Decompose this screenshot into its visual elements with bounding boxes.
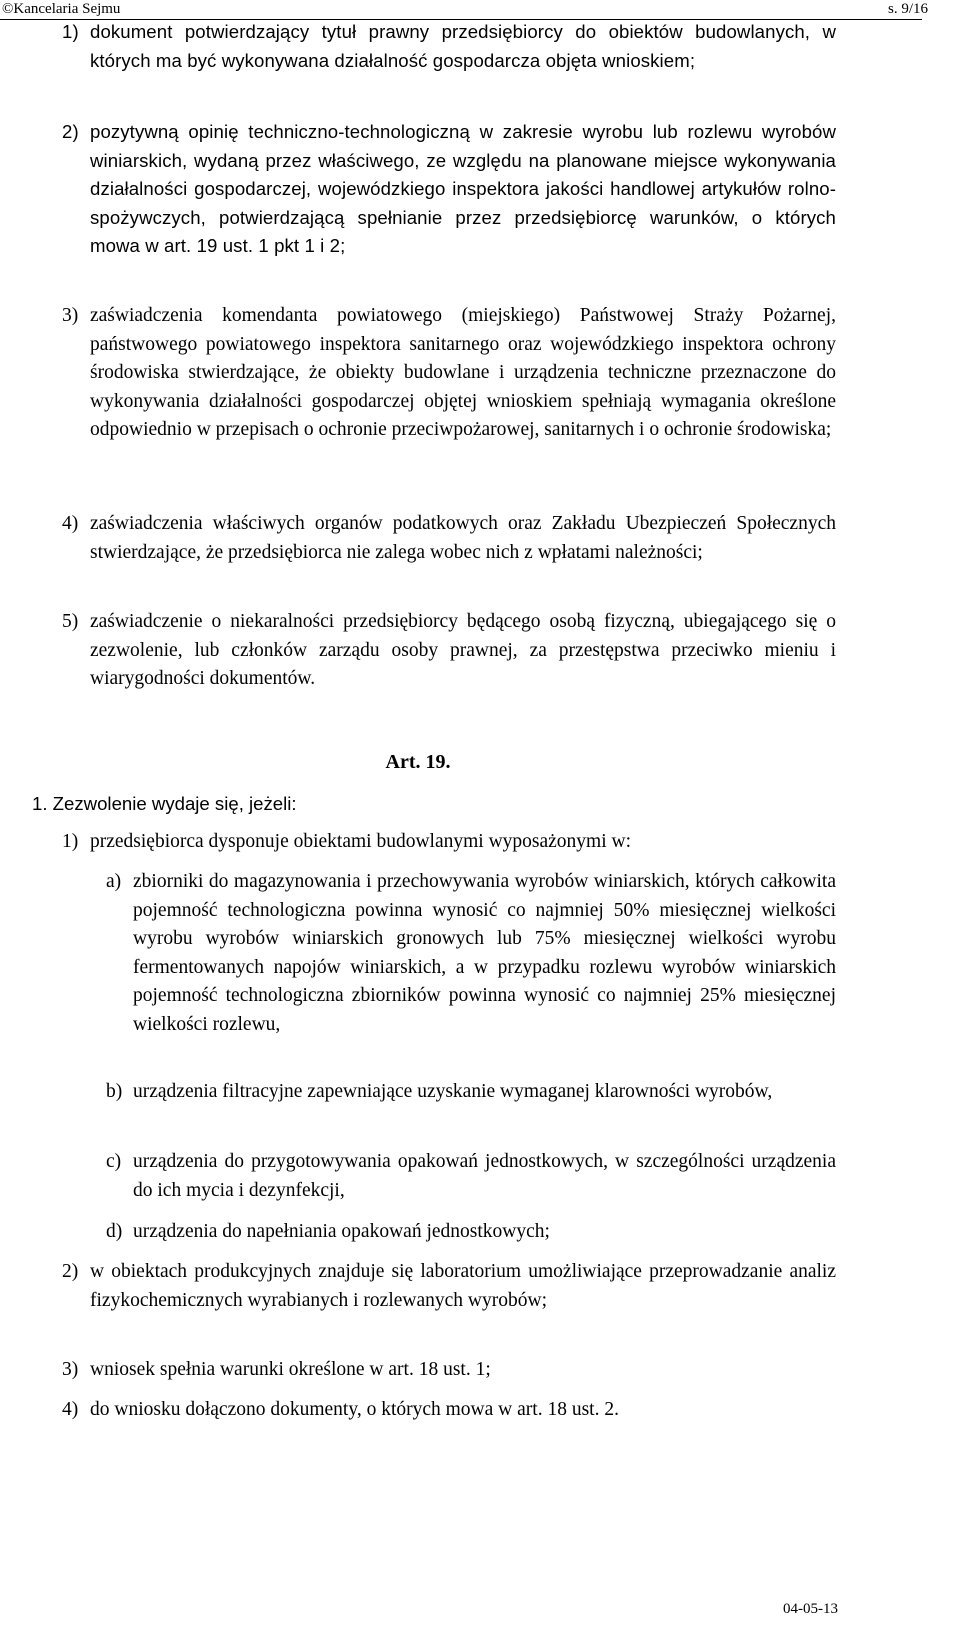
- item-text: pozytywną opinię techniczno-technologiczną w zakresie wyrobu lub rozlewu wyrobów winiarskich, wydaną przez właściwego, ze względu na planowane miejsce wykonywania działalności gospodarczej, wojewódzkiego inspektora jakości handlowej artykułów rolno-spożywczych, potwierdzającą spełnianie przez przedsiębiorcę warunków, o których mowa w art. 19 ust. 1 pkt 1 i 2;: [90, 121, 836, 257]
- item-number: 1): [62, 21, 79, 42]
- item-number: 1): [62, 831, 79, 852]
- item-number: 5): [62, 611, 79, 632]
- sub-item-letter: c): [106, 1151, 122, 1172]
- item-number: 2): [62, 1261, 79, 1282]
- item-number: 4): [62, 1399, 79, 1420]
- sub-item-text: zbiorniki do magazynowania i przechowywania wyrobów winiarskich, których całkowita pojemność technologiczna powinna wynosić co najmniej 50% miesięcznej wielkości wyrobu wyrobów winiarskich gronowych lub 75% miesięcznej wielkości wyrobu fermentowanych napojów winiarskich, a w przypadku rozlewu wyrobów winiarskich pojemność technologiczna zbiorników powinna wynosić co najmniej 25% miesięcznej wielkości rozlewu,: [133, 871, 836, 1035]
- list-item: [62, 1258, 836, 1315]
- item-text: dokument potwierdzający tytuł prawny przedsiębiorcy do obiektów budowlanych, w których ma być wykonywana działalność gospodarcza objęta wnioskiem;: [90, 21, 836, 71]
- sub-list-item: [106, 1148, 836, 1205]
- list-item: [62, 608, 836, 694]
- footer-date: 04-05-13: [783, 1601, 838, 1617]
- list-item: [62, 1356, 836, 1385]
- item-number: 2): [62, 121, 79, 142]
- sub-item-letter: a): [106, 871, 122, 892]
- sub-item-text: urządzenia filtracyjne zapewniające uzyskanie wymaganej klarowności wyrobów,: [133, 1081, 773, 1102]
- item-text: w obiektach produkcyjnych znajduje się laboratorium umożliwiające przeprowadzanie analiz fizykochemicznych wyrabianych i rozlewanych wyrobów;: [90, 1261, 836, 1311]
- header-source: ©Kancelaria Sejmu: [2, 1, 121, 17]
- item-number: 3): [62, 305, 79, 326]
- item-text: wniosek spełnia warunki określone w art. 18 ust. 1;: [90, 1359, 491, 1380]
- sub-item-text: urządzenia do przygotowywania opakowań jednostkowych, w szczególności urządzenia do ich mycia i dezynfekcji,: [133, 1151, 836, 1201]
- article-heading: Art. 19.: [385, 751, 451, 773]
- item-text: do wniosku dołączono dokumenty, o których mowa w art. 18 ust. 2.: [90, 1399, 619, 1420]
- list-item: [62, 1396, 836, 1425]
- list-item: [62, 510, 836, 567]
- sub-list-item: [106, 1078, 836, 1107]
- sub-list-item: [106, 1218, 836, 1247]
- page-number: s. 9/16: [887, 1, 928, 17]
- item-number: 3): [62, 1359, 79, 1380]
- item-number: 4): [62, 513, 79, 534]
- item-text: zaświadczenia komendanta powiatowego (miejskiego) Państwowej Straży Pożarnej, państwowego powiatowego inspektora sanitarnego oraz wojewódzkiego inspektora ochrony środowiska stwierdzające, że obiekty budowlane i urządzenia techniczne przeznaczone do wykonywania działalności gospodarczej objętej wnioskiem spełniają wymagania określone odpowiednio w przepisach o ochronie przeciwpożarowej, sanitarnych i o ochronie środowiska;: [90, 305, 836, 441]
- sub-list-item: [106, 868, 836, 1040]
- sub-item-text: urządzenia do napełniania opakowań jednostkowych;: [133, 1221, 550, 1242]
- list-item: [62, 302, 836, 445]
- list-item: [62, 118, 836, 261]
- item-text: zaświadczenie o niekaralności przedsiębiorcy będącego osobą fizyczną, ubiegającego się o zezwolenie, lub członków zarządu osoby prawnej, za przestępstwa przeciwko mieniu i wiarygodności dokumentów.: [90, 611, 836, 690]
- sub-item-letter: b): [106, 1081, 123, 1102]
- item-text: zaświadczenia właściwych organów podatkowych oraz Zakładu Ubezpieczeń Społecznych stwierdzające, że przedsiębiorca nie zalega wobec nich z wpłatami należności;: [90, 513, 836, 563]
- list-item: [62, 828, 836, 857]
- sub-item-letter: d): [106, 1221, 123, 1242]
- item-text: przedsiębiorca dysponuje obiektami budowlanymi wyposażonymi w:: [90, 831, 632, 852]
- list-item: [62, 18, 836, 75]
- article-lead: 1. Zezwolenie wydaje się, jeżeli:: [32, 793, 297, 814]
